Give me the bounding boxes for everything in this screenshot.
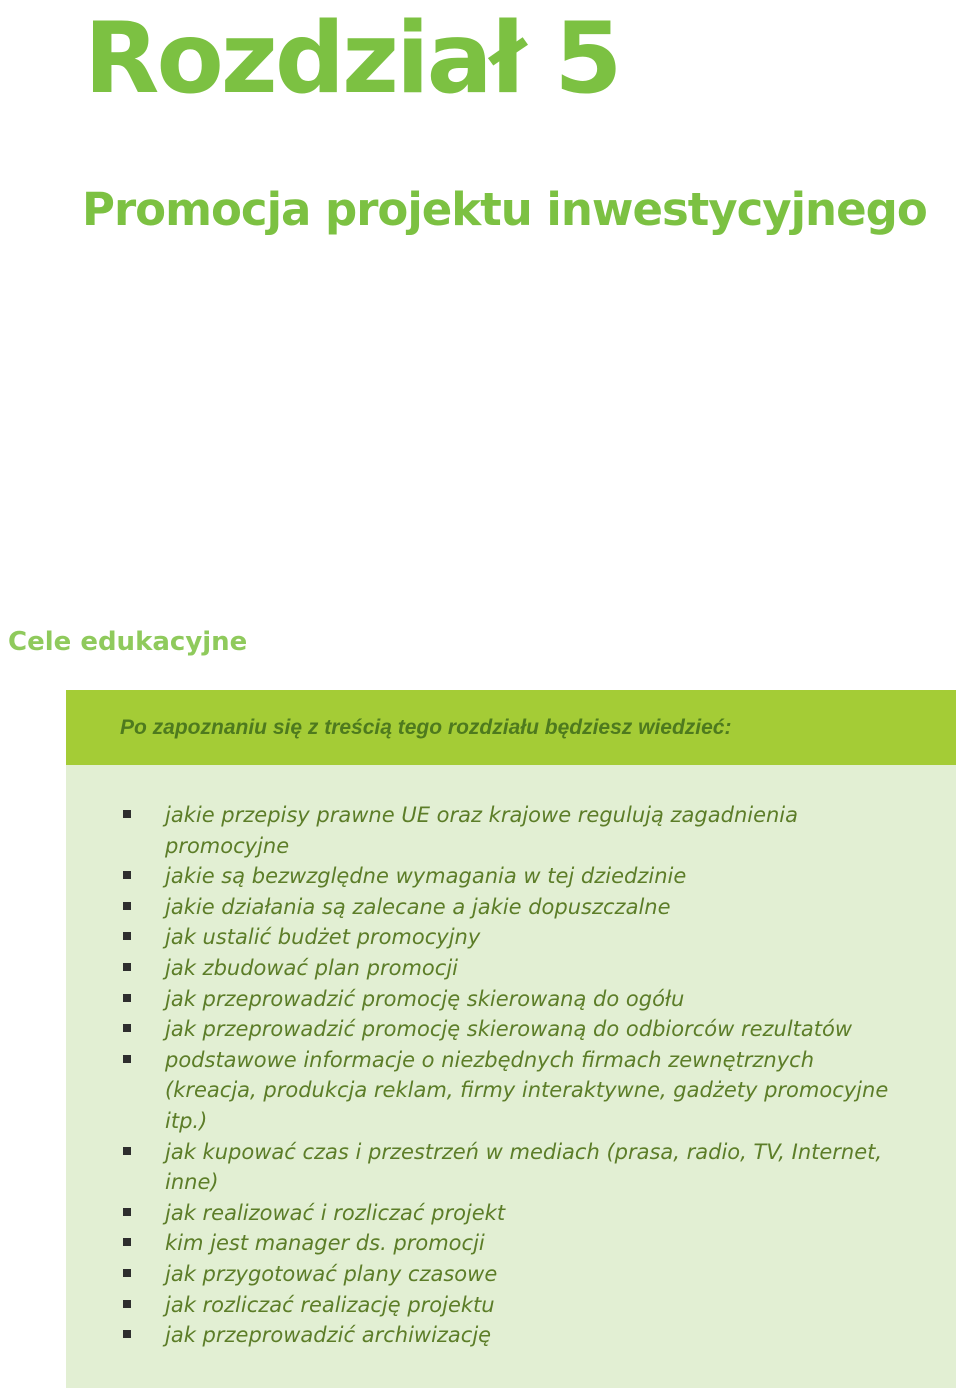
square-bullet-icon (123, 1055, 131, 1063)
goal-item (66, 1137, 956, 1198)
goal-text: jak przygotować plany czasowe (165, 1261, 498, 1286)
goal-text: jak zbudować plan promocji (165, 955, 458, 980)
square-bullet-icon (123, 1238, 131, 1246)
square-bullet-icon (123, 932, 131, 940)
goal-item (66, 861, 956, 892)
square-bullet-icon (123, 810, 131, 818)
square-bullet-icon (123, 1024, 131, 1032)
chapter-subtitle: Promocja projektu inwestycyjnego (82, 183, 927, 236)
section-heading: Cele edukacyjne (8, 627, 248, 657)
square-bullet-icon (123, 1208, 131, 1216)
goal-text: kim jest manager ds. promocji (165, 1231, 485, 1256)
goal-text: jakie działania są zalecane a jakie dopuszczalne (165, 894, 671, 919)
square-bullet-icon (123, 871, 131, 879)
square-bullet-icon (123, 994, 131, 1002)
chapter-title: Rozdział 5 (84, 2, 620, 116)
goal-text: jak kupować czas i przestrzeń w mediach (prasa, radio, TV, Internet, inne) (165, 1139, 883, 1195)
goal-text: jak ustalić budżet promocyjny (165, 925, 481, 950)
square-bullet-icon (123, 902, 131, 910)
goal-text: jak przeprowadzić archiwizację (165, 1323, 492, 1348)
square-bullet-icon (123, 1269, 131, 1277)
goal-item (66, 953, 956, 984)
goal-text: jakie są bezwzględne wymagania w tej dziedzinie (165, 864, 687, 889)
goal-item (66, 1014, 956, 1045)
square-bullet-icon (123, 963, 131, 971)
goal-item (66, 1228, 956, 1259)
learning-goals-box (66, 690, 956, 1388)
square-bullet-icon (123, 1330, 131, 1338)
goal-item (66, 1320, 956, 1351)
goal-item (66, 1198, 956, 1229)
goals-intro-text: Po zapoznaniu się z treścią tego rozdziału będziesz wiedzieć: (120, 715, 732, 739)
goal-item (66, 1045, 956, 1137)
goals-list (66, 800, 956, 1351)
goal-text: jak przeprowadzić promocję skierowaną do odbiorców rezultatów (165, 1017, 853, 1042)
goal-text: jak przeprowadzić promocję skierowaną do ogółu (165, 986, 685, 1011)
square-bullet-icon (123, 1147, 131, 1155)
goal-text: jak realizować i rozliczać projekt (165, 1200, 506, 1225)
goals-header-band (66, 690, 956, 765)
goal-item (66, 1259, 956, 1290)
goal-item (66, 892, 956, 923)
square-bullet-icon (123, 1300, 131, 1308)
goal-item (66, 1290, 956, 1321)
goal-text: podstawowe informacje o niezbędnych firmach zewnętrznych (kreacja, produkcja reklam, firmy interaktywne, gadżety promocyjne itp.) (165, 1047, 889, 1133)
goal-text: jakie przepisy prawne UE oraz krajowe regulują zagadnienia promocyjne (165, 803, 799, 858)
goal-item (66, 922, 956, 953)
goal-text: jak rozliczać realizację projektu (165, 1292, 495, 1317)
goal-item (66, 984, 956, 1015)
goal-item (66, 800, 956, 861)
